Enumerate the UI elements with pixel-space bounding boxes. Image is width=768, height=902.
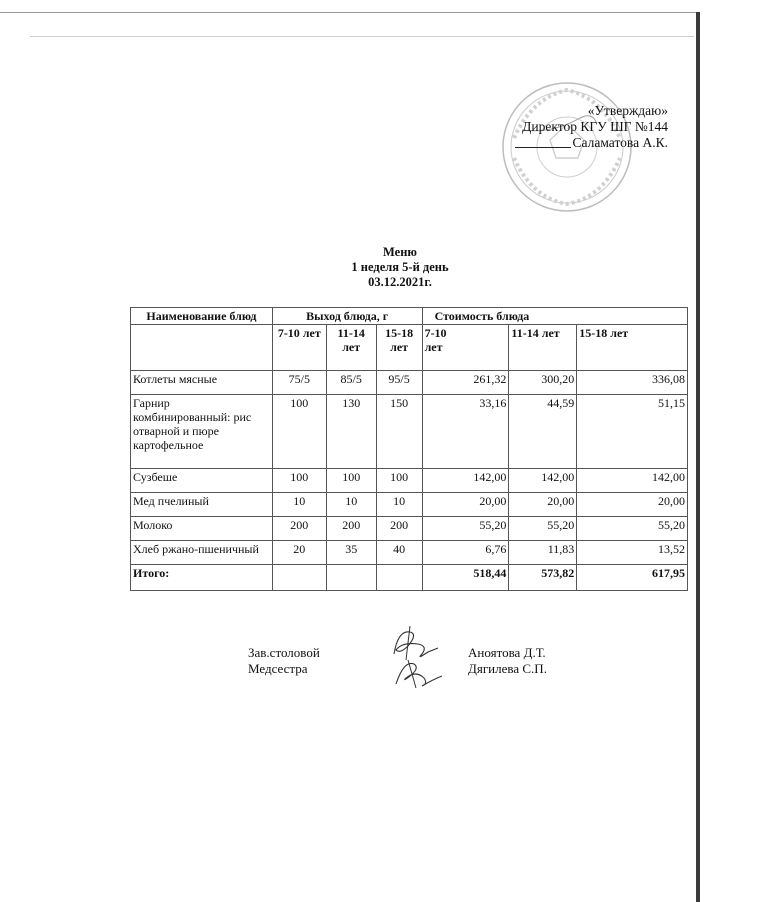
dish-name: Мед пчелиный xyxy=(131,493,273,517)
yield-7-10: 20 xyxy=(272,541,326,565)
yield-7-10: 200 xyxy=(272,517,326,541)
menu-table xyxy=(130,307,688,591)
cost-11-14: 300,20 xyxy=(509,371,577,395)
table-row xyxy=(131,469,688,493)
yield-7-10: 100 xyxy=(272,469,326,493)
total-label: Итого: xyxy=(131,565,273,591)
yield-7-10: 10 xyxy=(272,493,326,517)
page-top-line xyxy=(30,36,694,37)
yield-11-14: 100 xyxy=(326,469,376,493)
header-yield: Выход блюда, г xyxy=(272,308,422,325)
yield-11-14: 10 xyxy=(326,493,376,517)
signature-name-2: Дягилева С.П. xyxy=(468,661,547,676)
viewer-right-border xyxy=(696,12,700,902)
approval-block xyxy=(515,103,668,151)
subheader-cost-15-18: 15-18 лет xyxy=(577,325,688,371)
signature-role-2: Медсестра xyxy=(248,661,308,676)
total-empty xyxy=(326,565,376,591)
cost-15-18: 20,00 xyxy=(577,493,688,517)
table-header-row xyxy=(131,308,688,325)
cost-7-10: 6,76 xyxy=(422,541,509,565)
yield-15-18: 95/5 xyxy=(376,371,422,395)
table-row xyxy=(131,395,688,469)
cost-15-18: 336,08 xyxy=(577,371,688,395)
handwritten-signature-2 xyxy=(392,656,444,690)
cost-11-14: 20,00 xyxy=(509,493,577,517)
approval-line-2: Директор КГУ ШГ №144 xyxy=(522,119,668,134)
signature-name-1: Аноятова Д.Т. xyxy=(468,645,546,660)
total-cost-7-10: 518,44 xyxy=(422,565,509,591)
approval-signature-line xyxy=(515,135,571,148)
title-line-2: 1 неделя 5-й день xyxy=(351,260,449,274)
yield-11-14: 130 xyxy=(326,395,376,469)
table-row xyxy=(131,371,688,395)
yield-15-18: 100 xyxy=(376,469,422,493)
table-row xyxy=(131,493,688,517)
cost-15-18: 13,52 xyxy=(577,541,688,565)
yield-7-10: 75/5 xyxy=(272,371,326,395)
dish-name: Гарнир комбинированный: рис отварной и пюре картофельное xyxy=(131,395,273,469)
title-line-3: 03.12.2021г. xyxy=(368,275,432,289)
subheader-cost-11-14: 11-14 лет xyxy=(509,325,577,371)
table-row xyxy=(131,517,688,541)
title-line-1: Меню xyxy=(383,245,417,259)
cost-15-18: 142,00 xyxy=(577,469,688,493)
cost-7-10: 55,20 xyxy=(422,517,509,541)
dish-name: Котлеты мясные xyxy=(131,371,273,395)
approval-line-3: Саламатова А.К. xyxy=(572,135,668,150)
cost-11-14: 44,59 xyxy=(509,395,577,469)
total-cost-15-18: 617,95 xyxy=(577,565,688,591)
cost-7-10: 33,16 xyxy=(422,395,509,469)
dish-name: Хлеб ржано-пшеничный xyxy=(131,541,273,565)
cost-15-18: 51,15 xyxy=(577,395,688,469)
yield-11-14: 200 xyxy=(326,517,376,541)
cost-11-14: 142,00 xyxy=(509,469,577,493)
approval-line-1: «Утверждаю» xyxy=(587,103,668,118)
cost-7-10: 142,00 xyxy=(422,469,509,493)
cost-11-14: 55,20 xyxy=(509,517,577,541)
table-subheader-row xyxy=(131,325,688,371)
total-empty xyxy=(376,565,422,591)
yield-15-18: 40 xyxy=(376,541,422,565)
viewer-top-border xyxy=(0,12,700,13)
yield-11-14: 35 xyxy=(326,541,376,565)
yield-15-18: 200 xyxy=(376,517,422,541)
menu-title xyxy=(200,245,600,290)
cost-15-18: 55,20 xyxy=(577,517,688,541)
header-cost: Стоимость блюда xyxy=(422,308,687,325)
cost-7-10: 261,32 xyxy=(422,371,509,395)
subheader-cost-7-10-text: 7-10 лет xyxy=(424,326,447,354)
signature-role-1: Зав.столовой xyxy=(248,645,320,660)
cost-11-14: 11,83 xyxy=(509,541,577,565)
header-dish-name: Наименование блюд xyxy=(131,308,273,325)
cost-7-10: 20,00 xyxy=(422,493,509,517)
yield-15-18: 150 xyxy=(376,395,422,469)
total-cost-11-14: 573,82 xyxy=(509,565,577,591)
total-empty xyxy=(272,565,326,591)
table-total-row xyxy=(131,565,688,591)
yield-11-14: 85/5 xyxy=(326,371,376,395)
dish-name: Сузбеше xyxy=(131,469,273,493)
yield-7-10: 100 xyxy=(272,395,326,469)
subheader-empty xyxy=(131,325,273,371)
yield-15-18: 10 xyxy=(376,493,422,517)
subheader-yield-15-18: 15-18 лет xyxy=(376,325,422,371)
subheader-cost-7-10 xyxy=(422,325,509,371)
dish-name: Молоко xyxy=(131,517,273,541)
subheader-yield-11-14: 11-14 лет xyxy=(326,325,376,371)
table-row xyxy=(131,541,688,565)
subheader-yield-7-10: 7-10 лет xyxy=(272,325,326,371)
